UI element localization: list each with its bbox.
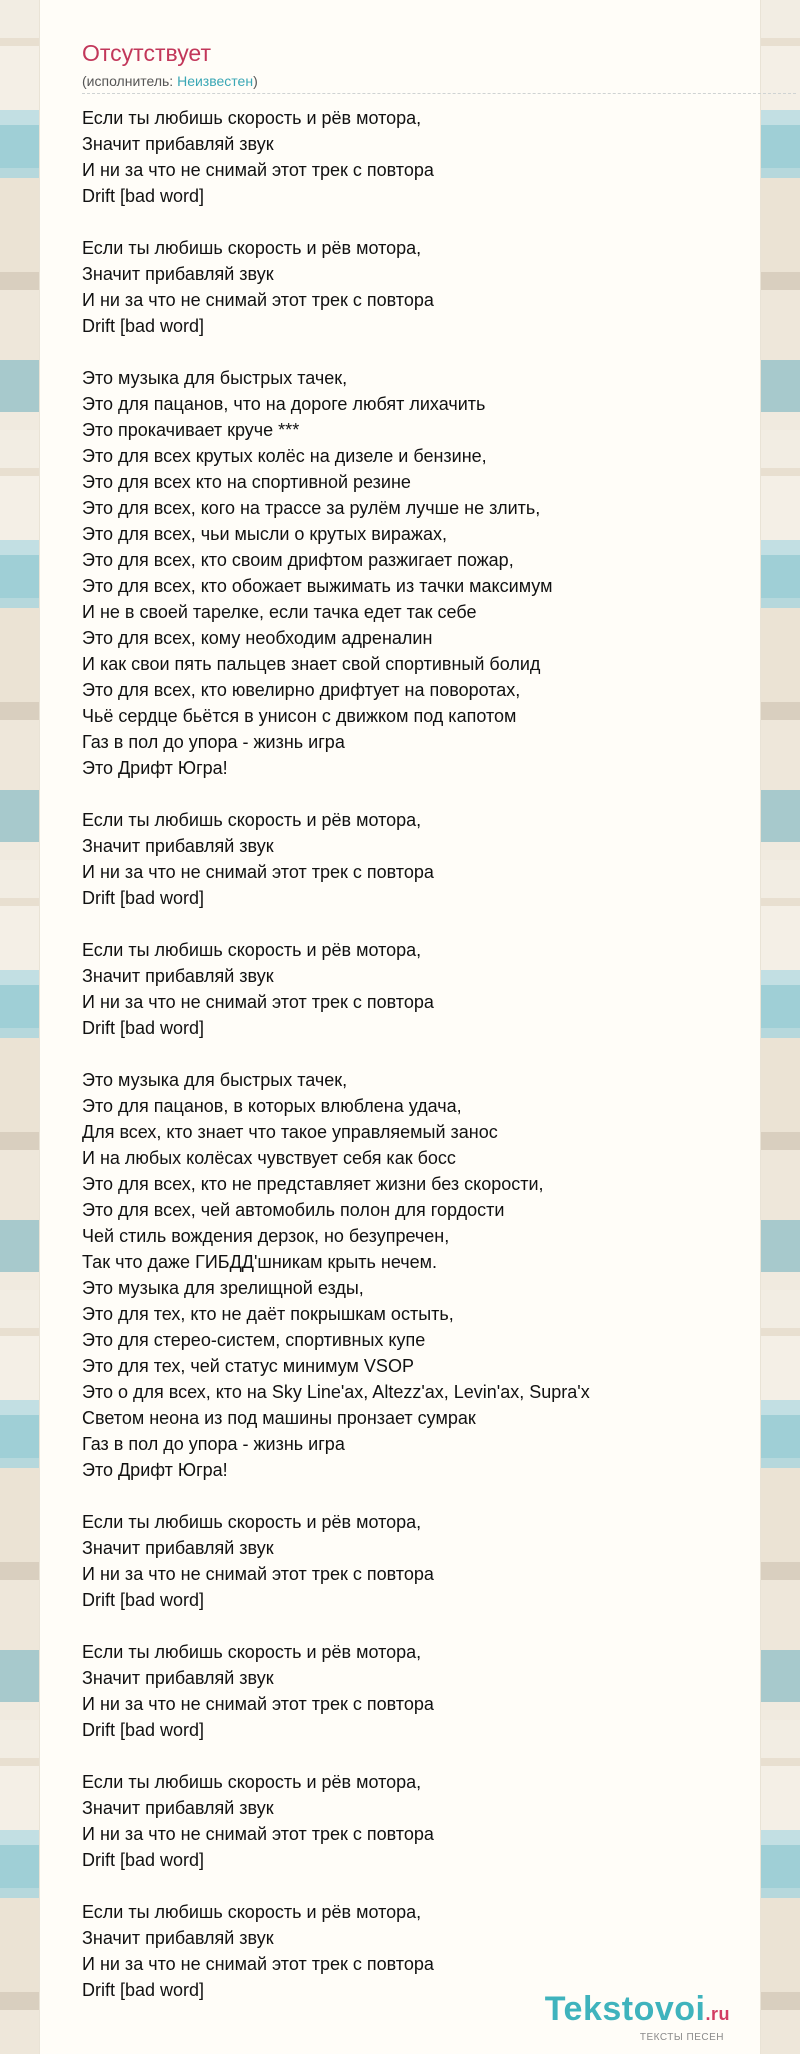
- lyric-line: Газ в пол до упора - жизнь игра: [82, 732, 345, 752]
- lyric-line: И ни за что не снимай этот трек с повтора: [82, 1954, 434, 1974]
- lyric-line: И ни за что не снимай этот трек с повтора: [82, 1694, 434, 1714]
- lyric-line: И ни за что не снимай этот трек с повтора: [82, 992, 434, 1012]
- lyric-line: И ни за что не снимай этот трек с повтора: [82, 862, 434, 882]
- stanza-break: [82, 209, 782, 235]
- logo-tld: .ru: [705, 2004, 730, 2024]
- stanza-break: [82, 1483, 782, 1509]
- lyric-line: И ни за что не снимай этот трек с повтора: [82, 1564, 434, 1584]
- lyric-line: Это для всех, кто не представляет жизни без скорости,: [82, 1174, 544, 1194]
- lyric-line: Drift [bad word]: [82, 1590, 205, 1610]
- lyric-line: Это для всех крутых колёс на дизеле и бензине,: [82, 446, 487, 466]
- logo-tagline: ТЕКСТЫ ПЕСЕН: [639, 2032, 724, 2043]
- lyric-line: Это музыка для быстрых тачек,: [82, 1070, 348, 1090]
- lyric-line: Это для всех, кто ювелирно дрифтует на поворотах,: [82, 680, 521, 700]
- lyric-line: Это Дрифт Югра!: [82, 1460, 228, 1480]
- lyric-line: Газ в пол до упора - жизнь игра: [82, 1434, 345, 1454]
- lyric-line: Если ты любишь скорость и рёв мотора,: [82, 940, 422, 960]
- artist-link[interactable]: Неизвестен: [177, 73, 254, 89]
- lyric-line: И не в своей тарелке, если тачка едет так себе: [82, 602, 477, 622]
- lyric-line: Значит прибавляй звук: [82, 134, 274, 154]
- lyric-line: Drift [bad word]: [82, 1850, 205, 1870]
- stanza-break: [82, 781, 782, 807]
- lyric-line: И на любых колёсах чувствует себя как босс: [82, 1148, 456, 1168]
- lyric-line: Значит прибавляй звук: [82, 1668, 274, 1688]
- lyric-line: Это для всех, кто обожает выжимать из тачки максимум: [82, 576, 553, 596]
- lyric-line: Drift [bad word]: [82, 1980, 205, 2000]
- lyric-line: Drift [bad word]: [82, 1720, 205, 1740]
- stanza-break: [82, 1873, 782, 1899]
- lyric-line: И как свои пять пальцев знает свой спортивный болид: [82, 654, 541, 674]
- lyric-line: Это для пацанов, что на дороге любят лихачить: [82, 394, 486, 414]
- lyric-line: Значит прибавляй звук: [82, 1928, 274, 1948]
- lyric-line: Это музыка для быстрых тачек,: [82, 368, 348, 388]
- lyric-line: Чьё сердце бьётся в унисон с движком под капотом: [82, 706, 517, 726]
- lyric-line: Это для тех, чей статус минимум VSOP: [82, 1356, 414, 1376]
- lyric-line: Это музыка для зрелищной езды,: [82, 1278, 364, 1298]
- site-logo[interactable]: [545, 1990, 730, 2029]
- lyric-line: Это для пацанов, в которых влюблена удача,: [82, 1096, 462, 1116]
- lyric-line: Drift [bad word]: [82, 186, 205, 206]
- lyric-line: Если ты любишь скорость и рёв мотора,: [82, 1772, 422, 1792]
- lyric-line: Это для всех, кто своим дрифтом разжигает пожар,: [82, 550, 514, 570]
- lyric-line: Если ты любишь скорость и рёв мотора,: [82, 1902, 422, 1922]
- lyric-line: Это прокачивает круче ***: [82, 420, 300, 440]
- lyric-line: Это для всех кто на спортивной резине: [82, 472, 411, 492]
- lyric-line: Если ты любишь скорость и рёв мотора,: [82, 108, 422, 128]
- lyric-line: Если ты любишь скорость и рёв мотора,: [82, 238, 422, 258]
- lyric-line: Это Дрифт Югра!: [82, 758, 228, 778]
- lyric-line: Это для тех, кто не даёт покрышкам остыть,: [82, 1304, 454, 1324]
- stanza-break: [82, 339, 782, 365]
- divider: [82, 93, 796, 94]
- lyric-line: Так что даже ГИБДД'шникам крыть нечем.: [82, 1252, 438, 1272]
- lyric-line: Чей стиль вождения дерзок, но безупречен,: [82, 1226, 450, 1246]
- lyric-line: Drift [bad word]: [82, 1018, 205, 1038]
- lyrics-panel: [40, 0, 760, 2054]
- lyric-line: Это для всех, чей автомобиль полон для гордости: [82, 1200, 505, 1220]
- lyric-line: Drift [bad word]: [82, 888, 205, 908]
- stanza-break: [82, 1743, 782, 1769]
- lyric-line: И ни за что не снимай этот трек с повтора: [82, 160, 434, 180]
- lyric-line: Drift [bad word]: [82, 316, 205, 336]
- lyric-line: Если ты любишь скорость и рёв мотора,: [82, 810, 422, 830]
- lyric-line: Значит прибавляй звук: [82, 1538, 274, 1558]
- lyric-line: Значит прибавляй звук: [82, 264, 274, 284]
- song-title: Отсутствует: [82, 40, 211, 66]
- lyric-line: Если ты любишь скорость и рёв мотора,: [82, 1512, 422, 1532]
- stanza-break: [82, 1041, 782, 1067]
- artist-suffix: ): [253, 73, 258, 89]
- lyric-line: Светом неона из под машины пронзает сумрак: [82, 1408, 476, 1428]
- lyric-line: Это о для всех, кто на Sky Line'ax, Altezz'ax, Levin'ax, Supra'x: [82, 1382, 590, 1402]
- stanza-break: [82, 1613, 782, 1639]
- artist-prefix: (исполнитель:: [82, 73, 178, 89]
- lyric-line: Это для стерео-систем, спортивных купе: [82, 1330, 426, 1350]
- lyric-line: Это для всех, чьи мысли о крутых виражах,: [82, 524, 447, 544]
- lyric-line: Значит прибавляй звук: [82, 836, 274, 856]
- lyric-line: Это для всех, кому необходим адреналин: [82, 628, 433, 648]
- lyric-line: Для всех, кто знает что такое управляемый занос: [82, 1122, 498, 1142]
- lyric-line: Значит прибавляй звук: [82, 966, 274, 986]
- lyric-line: Значит прибавляй звук: [82, 1798, 274, 1818]
- stanza-break: [82, 911, 782, 937]
- logo-main: Tekstovoi: [544, 1990, 706, 2028]
- lyric-line: Это для всех, кого на трассе за рулём лучше не злить,: [82, 498, 541, 518]
- artist-line: [82, 73, 258, 89]
- lyric-line: И ни за что не снимай этот трек с повтора: [82, 290, 434, 310]
- lyrics-text: [82, 105, 782, 2003]
- lyric-line: Если ты любишь скорость и рёв мотора,: [82, 1642, 422, 1662]
- lyric-line: И ни за что не снимай этот трек с повтора: [82, 1824, 434, 1844]
